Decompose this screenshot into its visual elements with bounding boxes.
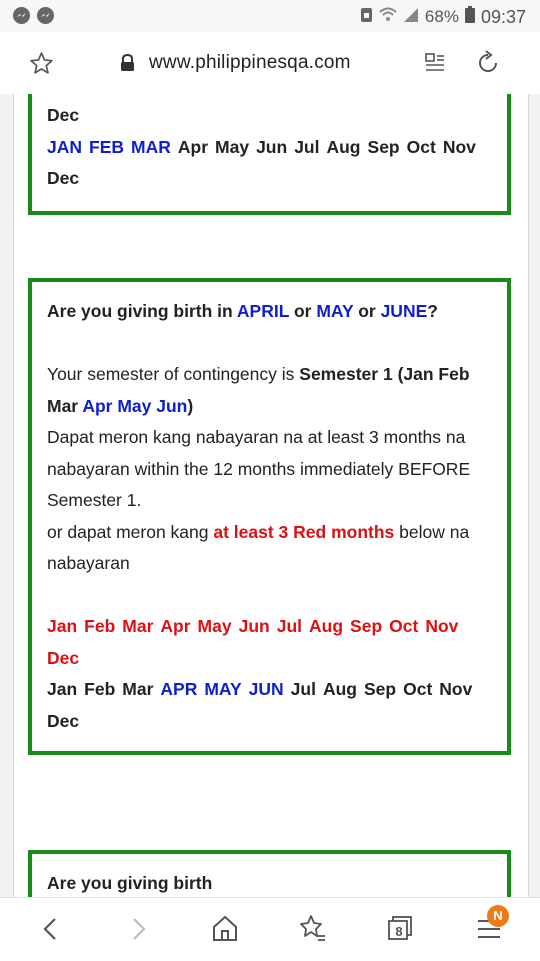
month-label: JAN — [47, 136, 83, 157]
browser-toolbar — [0, 32, 540, 94]
month-label: May — [215, 136, 250, 157]
signal-icon — [403, 7, 419, 28]
notification-badge: N — [487, 905, 509, 927]
month-label: Jul — [276, 616, 303, 636]
page-column — [13, 94, 529, 897]
question-heading — [47, 296, 497, 328]
month-row — [47, 706, 497, 738]
question-month: JUNE — [380, 301, 428, 321]
month-label: Nov — [425, 616, 459, 636]
red-months-emphasis: at least 3 Red months — [213, 521, 395, 542]
or-prefix: or dapat meron kang — [47, 521, 209, 542]
question-or: or — [293, 301, 312, 321]
month-label: FEB — [89, 136, 125, 157]
messenger-icon — [13, 7, 30, 24]
question-month: MAY — [316, 301, 354, 321]
bottom-navigation — [0, 897, 540, 961]
month-label: Feb — [84, 679, 116, 699]
card-next-question — [28, 850, 511, 897]
wifi-icon — [379, 7, 397, 28]
star-icon[interactable] — [29, 51, 54, 81]
semester-paren-close: ) — [187, 395, 194, 416]
battery-percent: 68% — [424, 7, 459, 26]
month-label: Mar — [122, 679, 154, 699]
month-row — [47, 132, 497, 164]
lock-screen-icon — [360, 7, 373, 28]
month-label: Dec — [47, 168, 80, 188]
paragraph-line: nabayaran within the 12 months immediately BEFORE — [47, 458, 471, 479]
question-month: APRIL — [236, 301, 290, 321]
bookmarks-icon[interactable] — [296, 912, 330, 946]
question-text: Are you giving birth in — [47, 301, 233, 321]
semester-line — [47, 391, 497, 423]
messenger-icon — [37, 7, 54, 24]
question-mark: ? — [427, 301, 438, 321]
month-label: Sep — [364, 679, 397, 699]
url-field[interactable]: www.philippinesqa.com — [149, 52, 351, 73]
month-label: Jun — [238, 616, 270, 636]
card-jan-feb-mar — [28, 94, 511, 215]
month-row — [47, 163, 497, 195]
month-label: Nov — [442, 136, 476, 157]
forward-icon[interactable] — [121, 912, 155, 946]
tabs-count: 8 — [395, 924, 403, 939]
clock: 09:37 — [480, 6, 526, 27]
month-label: Jan — [47, 679, 78, 699]
month-label: JUN — [248, 679, 284, 699]
month-label: Aug — [309, 616, 344, 636]
month-label: Dec — [47, 647, 80, 668]
month-label: Jul — [294, 136, 320, 157]
month-label: Jan — [47, 616, 78, 636]
question-heading: Are you giving birth — [47, 873, 213, 893]
back-icon[interactable] — [34, 912, 68, 946]
semester-name: Semester 1 — [299, 364, 393, 384]
month-row-red — [47, 611, 497, 643]
card-april-may-june — [28, 278, 511, 755]
month-label: May — [197, 616, 232, 636]
semester-months-highlight: Apr May Jun — [82, 395, 188, 416]
paragraph-line: Semester 1. — [47, 490, 142, 510]
month-label: Jun — [256, 136, 288, 157]
question-or: or — [358, 301, 376, 321]
month-label: Oct — [389, 616, 419, 636]
month-label: Nov — [439, 679, 473, 699]
month-row — [47, 674, 497, 706]
web-content[interactable] — [0, 94, 540, 897]
month-label: Dec — [47, 105, 80, 125]
semester-line — [47, 359, 497, 391]
reader-mode-icon[interactable] — [424, 52, 446, 79]
battery-icon — [465, 6, 475, 28]
month-row-red — [47, 643, 497, 675]
month-label: Sep — [350, 616, 383, 636]
home-icon[interactable] — [208, 912, 242, 946]
paragraph-line: Dapat meron kang nabayaran na at least 3 months na — [47, 427, 466, 447]
month-label: Oct — [403, 679, 433, 699]
month-label: APR — [160, 679, 198, 699]
month-label: Dec — [47, 710, 80, 731]
reload-icon[interactable] — [475, 50, 501, 81]
month-label: Apr — [177, 136, 209, 157]
month-label: Jul — [290, 679, 316, 699]
tabs-icon[interactable] — [384, 912, 418, 946]
month-label: Apr — [160, 616, 191, 636]
month-label: Aug — [326, 136, 361, 157]
semester-months: Mar — [47, 395, 79, 416]
month-label: Mar — [122, 616, 154, 636]
month-row — [47, 100, 497, 132]
month-label: MAY — [204, 679, 242, 699]
month-label: Oct — [406, 136, 436, 157]
month-label: Aug — [322, 679, 357, 699]
paragraph-line: nabayaran — [47, 553, 130, 573]
status-bar — [0, 0, 540, 32]
lock-icon — [120, 54, 135, 77]
month-label: Sep — [367, 136, 400, 157]
semester-months: (Jan Feb — [397, 364, 470, 384]
semester-prefix: Your semester of contingency is — [47, 364, 295, 384]
month-label: Feb — [84, 616, 116, 636]
paragraph-line — [47, 517, 497, 549]
or-suffix: below na — [399, 521, 470, 542]
month-label: MAR — [131, 136, 171, 157]
